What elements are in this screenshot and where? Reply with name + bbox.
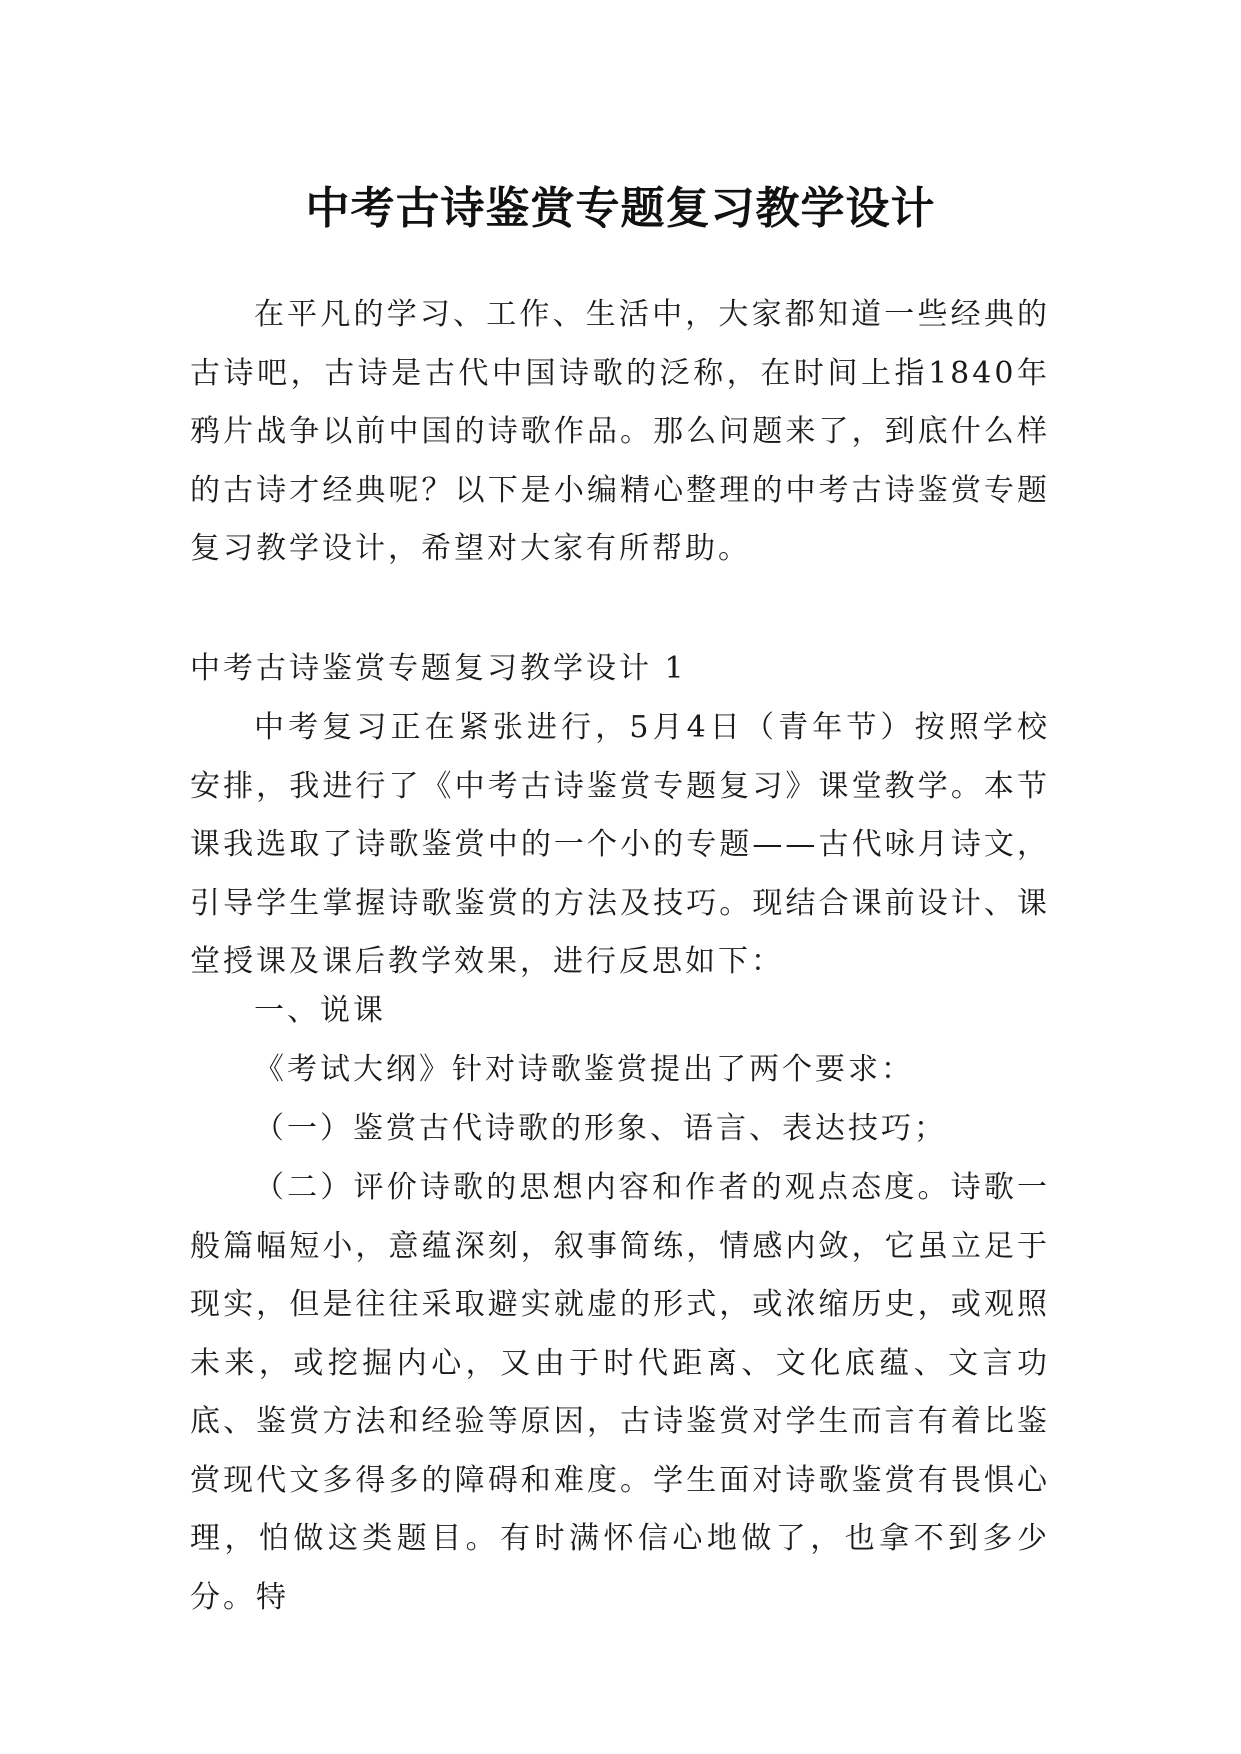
- heading-shuoke: 一、说课: [254, 993, 386, 1028]
- paragraph-1: 中考复习正在紧张进行，5月4日（青年节）按照学校安排，我进行了《中考古诗鉴赏专题复习》课堂教学。本节课我选取了诗歌鉴赏中的一个小的专题——古代咏月诗文，引导学生掌握诗歌鉴赏的方法及技巧。现结合课前设计、课堂授课及课后教学效果，进行反思如下：: [190, 710, 1050, 979]
- requirements-paragraph: 《考试大纲》针对诗歌鉴赏提出了两个要求：: [254, 1052, 914, 1087]
- section-title: 中考古诗鉴赏专题复习教学设计 1: [190, 651, 687, 686]
- document-title: 中考古诗鉴赏专题复习教学设计: [305, 183, 936, 235]
- intro-paragraph: 在平凡的学习、工作、生活中，大家都知道一些经典的古诗吧，古诗是古代中国诗歌的泛称，在时间上指1840年鸦片战争以前中国的诗歌作品。那么问题来了，到底什么样的古诗才经典呢？以下是小编精心整理的中考古诗鉴赏专题复习教学设计，希望对大家有所帮助。: [190, 297, 1050, 566]
- requirement-item-2: （二）评价诗歌的思想内容和作者的观点态度。诗歌一般篇幅短小，意蕴深刻，叙事简练，情感内敛，它虽立足于现实，但是往往采取避实就虚的形式，或浓缩历史，或观照未来，或挖掘内心，又由于时代距离、文化底蕴、文言功底、鉴赏方法和经验等原因，古诗鉴赏对学生而言有着比鉴赏现代文多得多的障碍和难度。学生面对诗歌鉴赏有畏惧心理，怕做这类题目。有时满怀信心地做了，也拿不到多少分。特: [190, 1170, 1050, 1615]
- requirement-item-1: （一）鉴赏古代诗歌的形象、语言、表达技巧；: [254, 1111, 947, 1146]
